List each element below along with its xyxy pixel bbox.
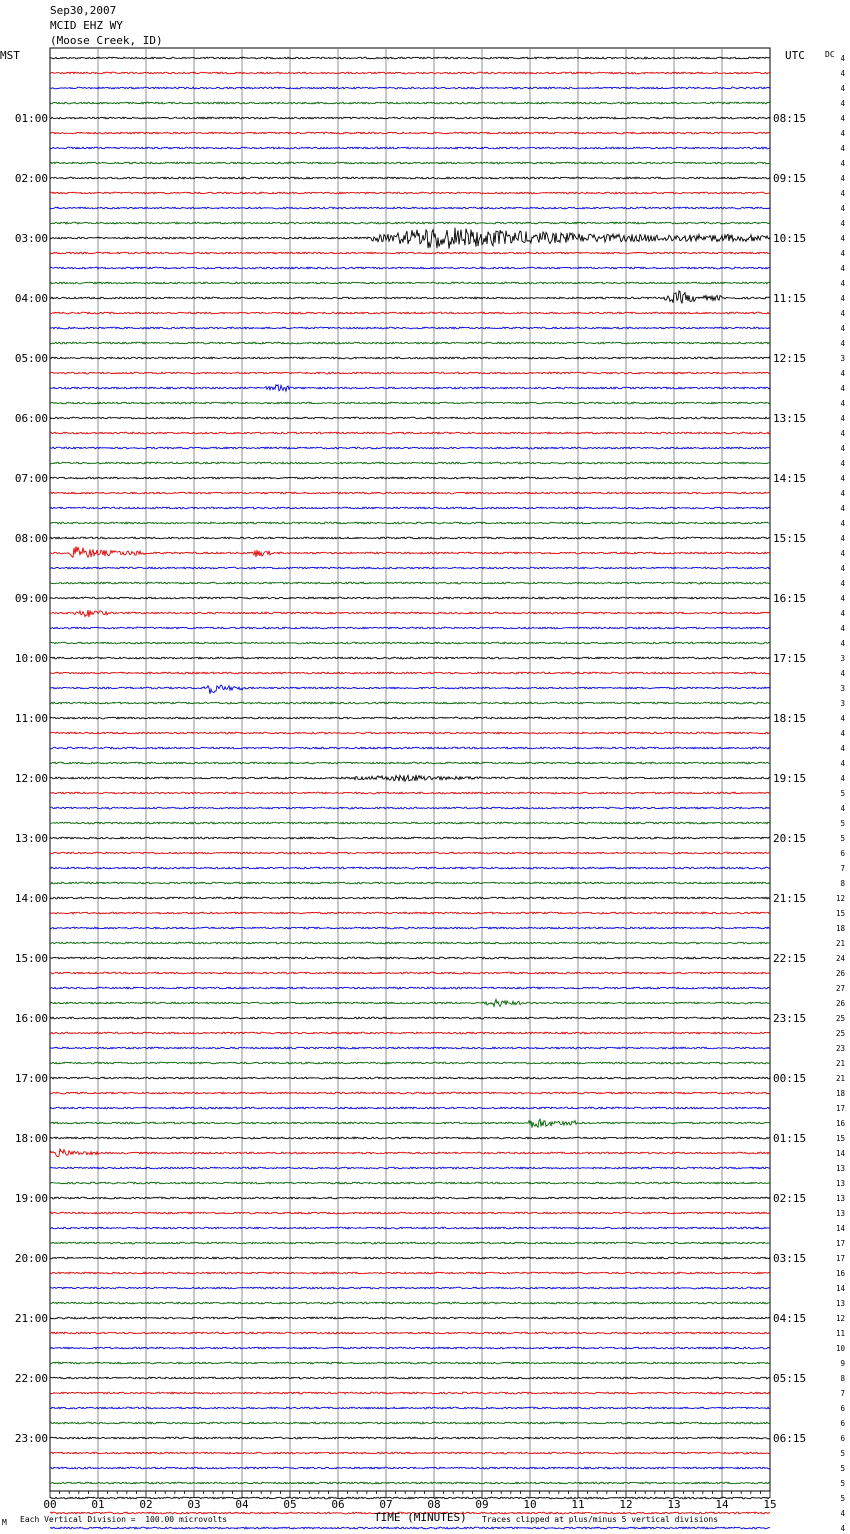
dc-offset-label: 4 xyxy=(840,1509,845,1518)
mst-hour-label: 13:00 xyxy=(14,832,48,845)
utc-hour-label: 23:15 xyxy=(773,1012,807,1025)
scale-note: Each Vertical Division = 100.00 microvolts xyxy=(20,1515,228,1524)
dc-offset-label: 16 xyxy=(835,1269,845,1278)
utc-hour-label: 02:15 xyxy=(773,1192,807,1205)
seismic-trace xyxy=(50,537,770,539)
seismic-trace xyxy=(50,372,770,374)
x-axis-ticks xyxy=(43,1491,776,1511)
mst-hour-label: 04:00 xyxy=(14,292,48,305)
dc-offset-label: 17 xyxy=(835,1239,845,1248)
utc-hour-label: 01:15 xyxy=(773,1132,807,1145)
dc-offset-label: 5 xyxy=(840,834,845,843)
mst-hour-label: 06:00 xyxy=(14,412,48,425)
x-tick-label: 03 xyxy=(187,1498,201,1511)
dc-offset-label: 13 xyxy=(835,1194,845,1203)
dc-offset-label: 4 xyxy=(840,459,845,468)
utc-hour-label: 08:15 xyxy=(773,112,807,125)
dc-offset-label: 3 xyxy=(840,354,845,363)
seismic-trace xyxy=(50,291,770,304)
seismic-trace xyxy=(50,282,770,284)
seismic-trace xyxy=(50,627,770,629)
seismic-trace xyxy=(50,1257,770,1259)
dc-offset-label: 4 xyxy=(840,729,845,738)
station-code: MCID EHZ WY xyxy=(50,19,123,32)
dc-offset-label: 5 xyxy=(840,1479,845,1488)
dc-offset-label: 4 xyxy=(840,594,845,603)
seismic-trace xyxy=(50,657,770,659)
dc-offset-label: 4 xyxy=(840,774,845,783)
dc-offset-label: 13 xyxy=(835,1164,845,1173)
dc-offset-label: 4 xyxy=(840,609,845,618)
mst-hour-label: 07:00 xyxy=(14,472,48,485)
dc-offset-label: 10 xyxy=(835,1344,845,1353)
utc-hour-label: 22:15 xyxy=(773,952,807,965)
seismic-trace xyxy=(50,957,770,959)
utc-hour-label: 20:15 xyxy=(773,832,807,845)
mst-hour-label: 17:00 xyxy=(14,1072,48,1085)
dc-offset-label: 15 xyxy=(835,1134,845,1143)
dc-offset-label: 4 xyxy=(840,249,845,258)
seismic-trace xyxy=(50,477,770,479)
dc-offset-label: 12 xyxy=(835,1314,845,1323)
mst-hour-label: 19:00 xyxy=(14,1192,48,1205)
seismic-trace xyxy=(50,822,770,824)
x-tick-label: 00 xyxy=(43,1498,57,1511)
seismic-trace xyxy=(50,207,770,209)
mst-hour-label: 03:00 xyxy=(14,232,48,245)
seismic-trace xyxy=(50,775,770,781)
dc-offset-label: 4 xyxy=(840,159,845,168)
x-tick-label: 10 xyxy=(523,1498,537,1511)
utc-hour-label: 14:15 xyxy=(773,472,807,485)
seismic-trace xyxy=(50,987,770,989)
plot-frame xyxy=(50,48,770,1491)
dc-offset-label: 4 xyxy=(840,534,845,543)
seismic-trace xyxy=(50,867,770,869)
x-tick-label: 14 xyxy=(715,1498,729,1511)
clip-note: Traces clipped at plus/minus 5 vertical divisions xyxy=(482,1515,719,1524)
dc-offset-label: 4 xyxy=(840,339,845,348)
dc-offset-label: 8 xyxy=(840,1374,845,1383)
mst-hour-label: 02:00 xyxy=(14,172,48,185)
dc-offset-label: 7 xyxy=(840,1389,845,1398)
dc-offset-label: 18 xyxy=(835,924,845,933)
dc-offset-label: 4 xyxy=(840,744,845,753)
seismic-trace xyxy=(50,732,770,734)
dc-offset-label: 4 xyxy=(840,174,845,183)
mst-hour-label: 08:00 xyxy=(14,532,48,545)
seismic-trace xyxy=(50,1377,770,1379)
seismic-trace xyxy=(50,882,770,884)
seismic-trace xyxy=(50,567,770,569)
seismic-trace xyxy=(50,1227,770,1229)
mst-hour-label: 01:00 xyxy=(14,112,48,125)
seismic-trace xyxy=(50,837,770,839)
seismic-trace xyxy=(50,1497,770,1499)
seismic-trace xyxy=(50,999,770,1006)
dc-offset-label: 13 xyxy=(835,1179,845,1188)
x-tick-label: 09 xyxy=(475,1498,489,1511)
seismic-trace xyxy=(50,912,770,914)
seismic-trace xyxy=(50,462,770,464)
seismic-trace xyxy=(50,522,770,524)
utc-hour-label: 18:15 xyxy=(773,712,807,725)
dc-offset-label: 4 xyxy=(840,279,845,288)
utc-hour-label: 12:15 xyxy=(773,352,807,365)
trace-group xyxy=(50,57,770,1534)
mst-hour-label: 23:00 xyxy=(14,1432,48,1445)
seismic-trace xyxy=(50,492,770,494)
utc-hour-label: 06:15 xyxy=(773,1432,807,1445)
seismic-trace xyxy=(50,1332,770,1334)
seismic-trace xyxy=(50,610,770,617)
dc-offset-label: 14 xyxy=(835,1224,845,1233)
dc-offset-label: 15 xyxy=(835,909,845,918)
x-tick-label: 15 xyxy=(763,1498,777,1511)
seismic-trace xyxy=(50,1032,770,1034)
dc-offset-label: 4 xyxy=(840,309,845,318)
utc-hour-label: 15:15 xyxy=(773,532,807,545)
mst-hour-label: 10:00 xyxy=(14,652,48,665)
seismic-trace xyxy=(50,972,770,974)
utc-hour-label: 13:15 xyxy=(773,412,807,425)
dc-offset-label: 4 xyxy=(840,429,845,438)
mst-hour-label: 14:00 xyxy=(14,892,48,905)
x-tick-label: 11 xyxy=(571,1498,585,1511)
dc-offset-label: 26 xyxy=(835,999,845,1008)
seismic-trace xyxy=(50,57,770,59)
dc-offset-label: 6 xyxy=(840,1419,845,1428)
utc-axis-title: UTC xyxy=(785,49,805,62)
dc-offset-label: 24 xyxy=(835,954,845,963)
dc-offset-label: 4 xyxy=(840,759,845,768)
seismic-trace xyxy=(50,252,770,254)
dc-offset-label: 4 xyxy=(840,294,845,303)
dc-offset-label: 4 xyxy=(840,474,845,483)
seismic-trace xyxy=(50,417,770,419)
utc-hour-label: 10:15 xyxy=(773,232,807,245)
mst-hour-label: 21:00 xyxy=(14,1312,48,1325)
dc-offset-label: 4 xyxy=(840,384,845,393)
seismic-trace xyxy=(50,1017,770,1019)
dc-offset-label: 21 xyxy=(835,939,845,948)
dc-offset-label: 4 xyxy=(840,399,845,408)
utc-hour-label: 05:15 xyxy=(773,1372,807,1385)
dc-offset-label: 17 xyxy=(835,1104,845,1113)
seismic-trace xyxy=(50,672,770,674)
dc-offset-label: 16 xyxy=(835,1119,845,1128)
time-grid xyxy=(50,48,770,1491)
utc-hour-label: 16:15 xyxy=(773,592,807,605)
seismic-trace xyxy=(50,1317,770,1319)
seismic-trace xyxy=(50,1092,770,1094)
dc-offset-label: 25 xyxy=(835,1014,845,1023)
dc-offset-label: 3 xyxy=(840,654,845,663)
dc-offset-label: 4 xyxy=(840,264,845,273)
seismic-trace xyxy=(50,402,770,404)
dc-offset-label: 4 xyxy=(840,189,845,198)
dc-offset-label: 4 xyxy=(840,84,845,93)
seismic-trace xyxy=(50,1452,770,1454)
seismic-trace xyxy=(50,1212,770,1214)
seismic-trace xyxy=(50,642,770,644)
dc-offset-label: 4 xyxy=(840,564,845,573)
seismic-trace xyxy=(50,1422,770,1424)
dc-offset-label: 17 xyxy=(835,1254,845,1263)
seismic-trace xyxy=(50,1137,770,1139)
seismic-trace xyxy=(50,132,770,134)
seismic-trace xyxy=(50,792,770,794)
dc-offset-label: 23 xyxy=(835,1044,845,1053)
seismic-trace xyxy=(50,1047,770,1049)
dc-offset-label: 4 xyxy=(840,519,845,528)
seismic-trace xyxy=(50,762,770,764)
seismic-trace xyxy=(50,546,770,557)
mst-axis-title: MST xyxy=(0,49,20,62)
mst-hour-label: 11:00 xyxy=(14,712,48,725)
seismic-trace xyxy=(50,102,770,104)
dc-offset-label: 4 xyxy=(840,219,845,228)
seismic-trace xyxy=(50,717,770,719)
seismic-trace xyxy=(50,747,770,749)
dc-offset-label: 21 xyxy=(835,1059,845,1068)
seismic-trace xyxy=(50,1149,770,1157)
dc-offset-label: 4 xyxy=(840,414,845,423)
dc-offset-label: 4 xyxy=(840,1524,845,1533)
seismic-trace xyxy=(50,597,770,599)
dc-offset-label: 3 xyxy=(840,684,845,693)
dc-offset-label: 4 xyxy=(840,54,845,63)
seismic-trace xyxy=(50,228,770,249)
seismic-trace xyxy=(50,807,770,809)
seismic-trace xyxy=(50,192,770,194)
seismic-trace xyxy=(50,1167,770,1169)
seismic-trace xyxy=(50,1392,770,1394)
seismic-trace xyxy=(50,267,770,269)
seismic-trace xyxy=(50,852,770,854)
dc-offset-label: 6 xyxy=(840,849,845,858)
dc-offset-label: 5 xyxy=(840,1464,845,1473)
dc-offset-label: 4 xyxy=(840,144,845,153)
dc-offset-label: 4 xyxy=(840,129,845,138)
dc-offset-label: 4 xyxy=(840,489,845,498)
seismic-trace xyxy=(50,1107,770,1109)
seismic-trace xyxy=(50,1407,770,1409)
seismic-trace xyxy=(50,1197,770,1199)
seismic-trace xyxy=(50,342,770,344)
seismic-trace xyxy=(50,1077,770,1079)
dc-offset-label: 8 xyxy=(840,879,845,888)
seismic-trace xyxy=(50,1062,770,1064)
dc-offset-label: 26 xyxy=(835,969,845,978)
seismic-trace xyxy=(50,1362,770,1364)
dc-offset-label: 4 xyxy=(840,714,845,723)
dc-offset-label: 4 xyxy=(840,234,845,243)
seismic-trace xyxy=(50,1482,770,1484)
utc-hour-label: 00:15 xyxy=(773,1072,807,1085)
mst-hour-label: 22:00 xyxy=(14,1372,48,1385)
utc-hour-label: 11:15 xyxy=(773,292,807,305)
utc-hour-label: 04:15 xyxy=(773,1312,807,1325)
dc-offset-label: 21 xyxy=(835,1074,845,1083)
seismic-trace xyxy=(50,177,770,179)
seismic-trace xyxy=(50,897,770,899)
dc-offset-label: 11 xyxy=(835,1329,845,1338)
mst-hour-label: 09:00 xyxy=(14,592,48,605)
seismic-trace xyxy=(50,162,770,164)
dc-offset-label: 4 xyxy=(840,504,845,513)
seismic-trace xyxy=(50,1272,770,1274)
seismic-trace xyxy=(50,327,770,329)
x-tick-label: 08 xyxy=(427,1498,441,1511)
seismic-trace xyxy=(50,685,770,694)
dc-offset-label: 4 xyxy=(840,804,845,813)
seismic-trace xyxy=(50,1182,770,1184)
dc-offset-label: 7 xyxy=(840,864,845,873)
seismic-trace xyxy=(50,72,770,74)
dc-offset-label: 13 xyxy=(835,1209,845,1218)
seismic-trace xyxy=(50,1467,770,1469)
seismic-trace xyxy=(50,117,770,119)
dc-offset-label: 4 xyxy=(840,639,845,648)
seismic-trace xyxy=(50,357,770,359)
x-tick-label: 07 xyxy=(379,1498,393,1511)
dc-offset-label: 13 xyxy=(835,1299,845,1308)
seismic-trace xyxy=(50,147,770,149)
record-date: Sep30,2007 xyxy=(50,4,117,17)
seismic-trace xyxy=(50,1302,770,1304)
seismic-trace xyxy=(50,1437,770,1439)
utc-hour-label: 09:15 xyxy=(773,172,807,185)
dc-offset-label: 14 xyxy=(835,1149,845,1158)
seismic-trace xyxy=(50,1119,770,1127)
dc-axis-title: DC xyxy=(825,50,835,59)
utc-hour-label: 03:15 xyxy=(773,1252,807,1265)
dc-offset-label: 14 xyxy=(835,1284,845,1293)
seismic-trace xyxy=(50,447,770,449)
dc-offset-label: 5 xyxy=(840,789,845,798)
seismic-trace xyxy=(50,1527,770,1529)
mst-hour-label: 12:00 xyxy=(14,772,48,785)
utc-hour-label: 21:15 xyxy=(773,892,807,905)
axis-labels xyxy=(15,54,846,1534)
dc-offset-label: 4 xyxy=(840,99,845,108)
mst-hour-label: 15:00 xyxy=(14,952,48,965)
seismic-trace xyxy=(50,927,770,929)
dc-offset-label: 4 xyxy=(840,204,845,213)
x-tick-label: 13 xyxy=(667,1498,681,1511)
dc-offset-label: 27 xyxy=(835,984,845,993)
mst-hour-label: 20:00 xyxy=(14,1252,48,1265)
dc-offset-label: 6 xyxy=(840,1434,845,1443)
dc-offset-label: 3 xyxy=(840,699,845,708)
utc-hour-label: 19:15 xyxy=(773,772,807,785)
seismic-trace xyxy=(50,222,770,224)
dc-offset-label: 4 xyxy=(840,549,845,558)
dc-offset-label: 4 xyxy=(840,624,845,633)
dc-offset-label: 25 xyxy=(835,1029,845,1038)
dc-offset-label: 4 xyxy=(840,444,845,453)
dc-offset-label: 5 xyxy=(840,1449,845,1458)
seismic-trace xyxy=(50,385,770,391)
corner-mark: M xyxy=(2,1518,7,1527)
seismic-trace xyxy=(50,432,770,434)
mst-hour-label: 18:00 xyxy=(14,1132,48,1145)
seismic-trace xyxy=(50,507,770,509)
seismic-trace xyxy=(50,1347,770,1349)
x-tick-label: 05 xyxy=(283,1498,297,1511)
seismic-trace xyxy=(50,1287,770,1289)
utc-hour-label: 17:15 xyxy=(773,652,807,665)
x-tick-label: 02 xyxy=(139,1498,153,1511)
dc-offset-label: 4 xyxy=(840,69,845,78)
seismic-trace xyxy=(50,87,770,89)
dc-offset-label: 4 xyxy=(840,369,845,378)
dc-offset-label: 4 xyxy=(840,324,845,333)
seismic-trace xyxy=(50,582,770,584)
x-tick-label: 06 xyxy=(331,1498,345,1511)
dc-offset-label: 4 xyxy=(840,669,845,678)
station-location: (Moose Creek, ID) xyxy=(50,34,163,47)
dc-offset-label: 18 xyxy=(835,1089,845,1098)
x-tick-label: 04 xyxy=(235,1498,249,1511)
mst-hour-label: 05:00 xyxy=(14,352,48,365)
dc-offset-label: 9 xyxy=(840,1359,845,1368)
x-tick-label: 01 xyxy=(91,1498,105,1511)
dc-offset-label: 12 xyxy=(835,894,845,903)
dc-offset-label: 6 xyxy=(840,1404,845,1413)
mst-hour-label: 16:00 xyxy=(14,1012,48,1025)
dc-offset-label: 5 xyxy=(840,1494,845,1503)
dc-offset-label: 4 xyxy=(840,579,845,588)
seismic-trace xyxy=(50,1242,770,1244)
x-tick-label: 12 xyxy=(619,1498,633,1511)
seismic-trace xyxy=(50,312,770,314)
seismic-trace xyxy=(50,702,770,704)
x-axis-title: TIME (MINUTES) xyxy=(374,1511,467,1524)
dc-offset-label: 4 xyxy=(840,114,845,123)
seismic-trace xyxy=(50,942,770,944)
dc-offset-label: 5 xyxy=(840,819,845,828)
